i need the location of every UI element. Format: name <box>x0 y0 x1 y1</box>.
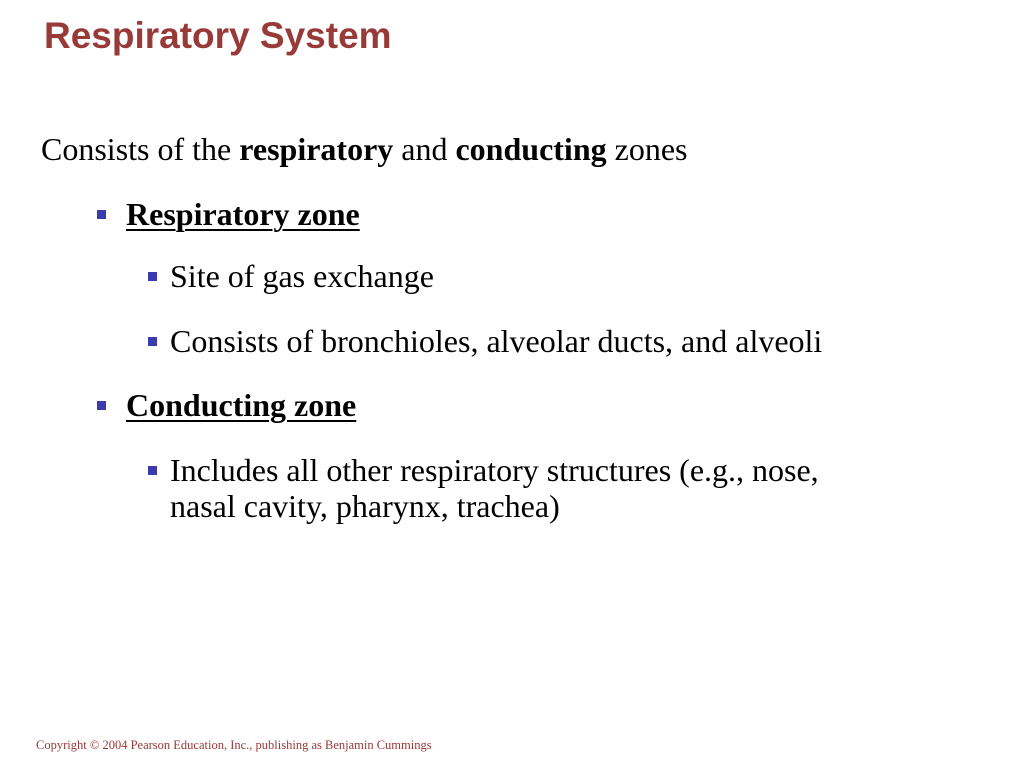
bullet-heading-respiratory-zone: Respiratory zone <box>126 196 360 232</box>
intro-part-1: Consists of the <box>41 131 240 167</box>
square-bullet-icon <box>97 401 106 410</box>
square-bullet-icon <box>148 466 157 475</box>
bullet-other-structures <box>148 452 950 524</box>
intro-part-2: and <box>393 131 456 167</box>
intro-bold-conducting: conducting <box>455 131 607 167</box>
bullet-text-other-structures <box>170 452 950 524</box>
slide-title: Respiratory System <box>44 15 392 56</box>
bullet-text-line-1: Includes all other respiratory structures (e.g., nose, <box>170 452 819 488</box>
intro-bold-respiratory: respiratory <box>239 131 394 167</box>
copyright-footer: Copyright © 2004 Pearson Education, Inc., publishing as Benjamin Cummings <box>36 738 432 752</box>
square-bullet-icon <box>97 210 106 219</box>
bullet-site-of-gas-exchange <box>148 258 434 294</box>
intro-text <box>41 130 687 168</box>
bullet-text-line-2: nasal cavity, pharynx, trachea) <box>170 488 560 524</box>
square-bullet-icon <box>148 337 157 346</box>
bullet-text-bronchioles: Consists of bronchioles, alveolar ducts, and alveoli <box>170 323 823 359</box>
intro-part-3: zones <box>606 131 688 167</box>
bullet-respiratory-zone <box>97 196 360 232</box>
bullet-text-gas-exchange: Site of gas exchange <box>170 258 434 294</box>
bullet-heading-conducting-zone: Conducting zone <box>126 387 357 423</box>
bullet-conducting-zone <box>97 387 356 423</box>
square-bullet-icon <box>148 272 157 281</box>
bullet-bronchioles <box>148 323 822 359</box>
